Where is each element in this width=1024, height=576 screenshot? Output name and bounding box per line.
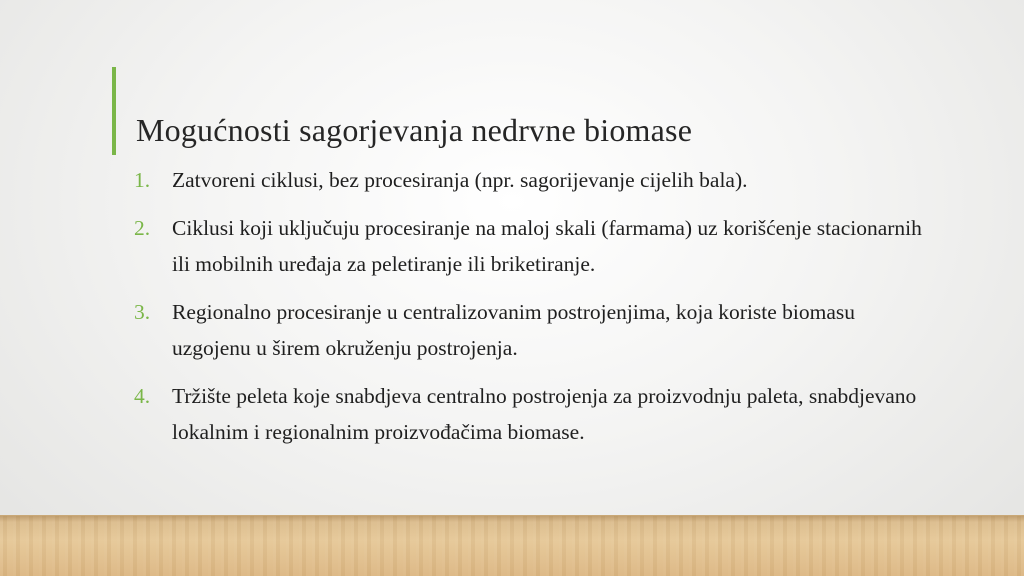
list-item (128, 210, 928, 282)
list-item-text: Regionalno procesiranje u centralizovanim postrojenjima, koja koriste biomasu uzgojenu u širem okruženju postrojenja. (172, 300, 856, 360)
list-item-number: 3. (134, 300, 151, 324)
list-item-text: Tržište peleta koje snabdjeva centralno postrojenja za proizvodnju paleta, snabdjevano lokalnim i regionalnim proizvođačima biomase. (172, 384, 917, 444)
list-item (128, 294, 928, 366)
list-item-number: 2. (134, 216, 151, 240)
numbered-list (128, 162, 928, 462)
list-item-number: 4. (134, 384, 151, 408)
slide-title: Mogućnosti sagorjevanja nedrvne biomase (136, 112, 693, 148)
list-item-text: Ciklusi koji uključuju procesiranje na maloj skali (farmama) uz korišćenje stacionarnih ili mobilnih uređaja za peletiranje ili briketiranje. (172, 216, 922, 276)
list-item (128, 162, 928, 198)
list-item-text: Zatvoreni ciklusi, bez procesiranja (npr. sagorijevanje cijelih bala). (172, 168, 748, 192)
title-accent-bar (112, 67, 116, 155)
wood-floor-background (0, 515, 1024, 576)
list-item (128, 378, 928, 450)
floor-shadow (0, 516, 1024, 522)
list-item-number: 1. (134, 168, 151, 192)
